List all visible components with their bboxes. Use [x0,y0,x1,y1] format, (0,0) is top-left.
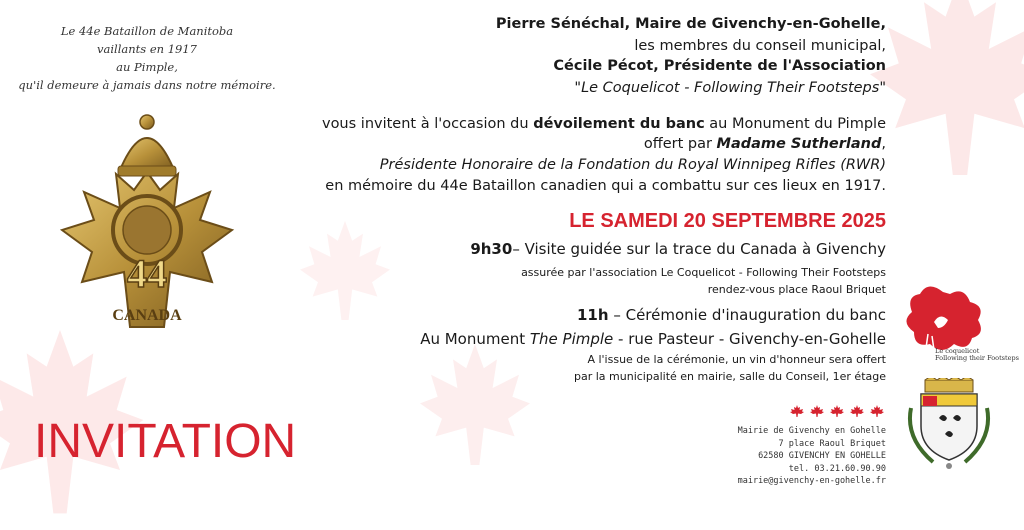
bg-maple-leaf-center [420,330,530,490]
bg-maple-leaf-mid-left [300,210,390,340]
program-item-1 [470,240,886,258]
location-pre: Au Monument [420,330,530,348]
contact-address: 7 place Raoul Briquet [778,438,886,449]
president-line: Cécile Pécot, Présidente de l'Association [553,58,886,74]
givenchy-coat-of-arms [903,378,995,470]
badge-bottom-text: CANADA [112,307,182,324]
assoc-text-1: Le coquelicot [935,347,980,355]
invite-pre: vous invitent à l'occasion du [321,116,534,132]
mayor-line: Pierre Sénéchal, Maire de Givenchy-en-Gohelle, [495,16,886,32]
offered-line [644,136,886,152]
association-line: "Le Coquelicot - Following Their Footsteps" [574,80,886,96]
contact-email[interactable]: mairie@givenchy-en-gohelle.fr [737,476,886,487]
bg-maple-leaf-top-right [870,0,1024,200]
program-text-2: – Cérémonie d'inauguration du banc [608,306,886,324]
memorial-poem [2,22,292,94]
poem-line: vaillants en 1917 [97,42,197,56]
program-sub-2b: par la municipalité en mairie, salle du Conseil, 1er étage [574,370,886,383]
invite-post: au Monument du Pimple [704,116,886,132]
program-text-1: – Visite guidée sur la trace du Canada à Givenchy [512,240,886,258]
location-post: - rue Pasteur - Givenchy-en-Gohelle [613,330,886,348]
event-date: LE SAMEDI 20 SEPTEMBRE 2025 [569,210,886,232]
program-sub-1b: rendez-vous place Raoul Briquet [707,283,886,296]
memory-line: en mémoire du 44e Bataillon canadien qui a combattu sur ces lieux en 1917. [325,178,886,194]
location-italic: The Pimple [529,330,614,348]
offered-name: Madame Sutherland [716,136,882,152]
poem-line: au Pimple, [116,60,178,74]
invitation-title: INVITATION [34,415,297,468]
council-line: les membres du conseil municipal, [634,38,886,54]
program-item-2-location [420,330,886,348]
offered-pre: offert par [643,136,717,152]
program-sub-1a: assurée par l'association Le Coquelicot - Following Their Footsteps [521,266,886,279]
assoc-text-2: Following their Footsteps [935,354,1019,362]
program-time-2: 11h [577,306,609,324]
program-sub-2a: A l'issue de la cérémonie, un vin d'honneur sera offert [587,353,886,366]
contact-city: 62580 GIVENCHY EN GOHELLE [758,451,886,462]
coquelicot-logo-text [935,348,1019,362]
contact-name: Mairie de Givenchy en Gohelle [737,426,886,436]
maple-leaf-row-icon [790,404,886,418]
invite-line [322,116,886,132]
mairie-contact [738,425,886,488]
contact-phone: tel. 03.21.60.90.90 [788,463,886,474]
program-item-2 [577,306,886,324]
poem-line: Le 44e Bataillon de Manitoba [60,24,234,38]
invite-bold: dévoilement du banc [533,116,705,132]
offered-post: , [881,136,886,152]
honorary-line: Présidente Honoraire de la Fondation du Royal Winnipeg Rifles (RWR) [379,157,886,173]
program-time-1: 9h30 [470,240,513,258]
poem-line: qu'il demeure à jamais dans notre mémoire. [18,78,276,92]
battalion-44-badge [60,112,235,342]
badge-number: 44 [127,251,167,296]
